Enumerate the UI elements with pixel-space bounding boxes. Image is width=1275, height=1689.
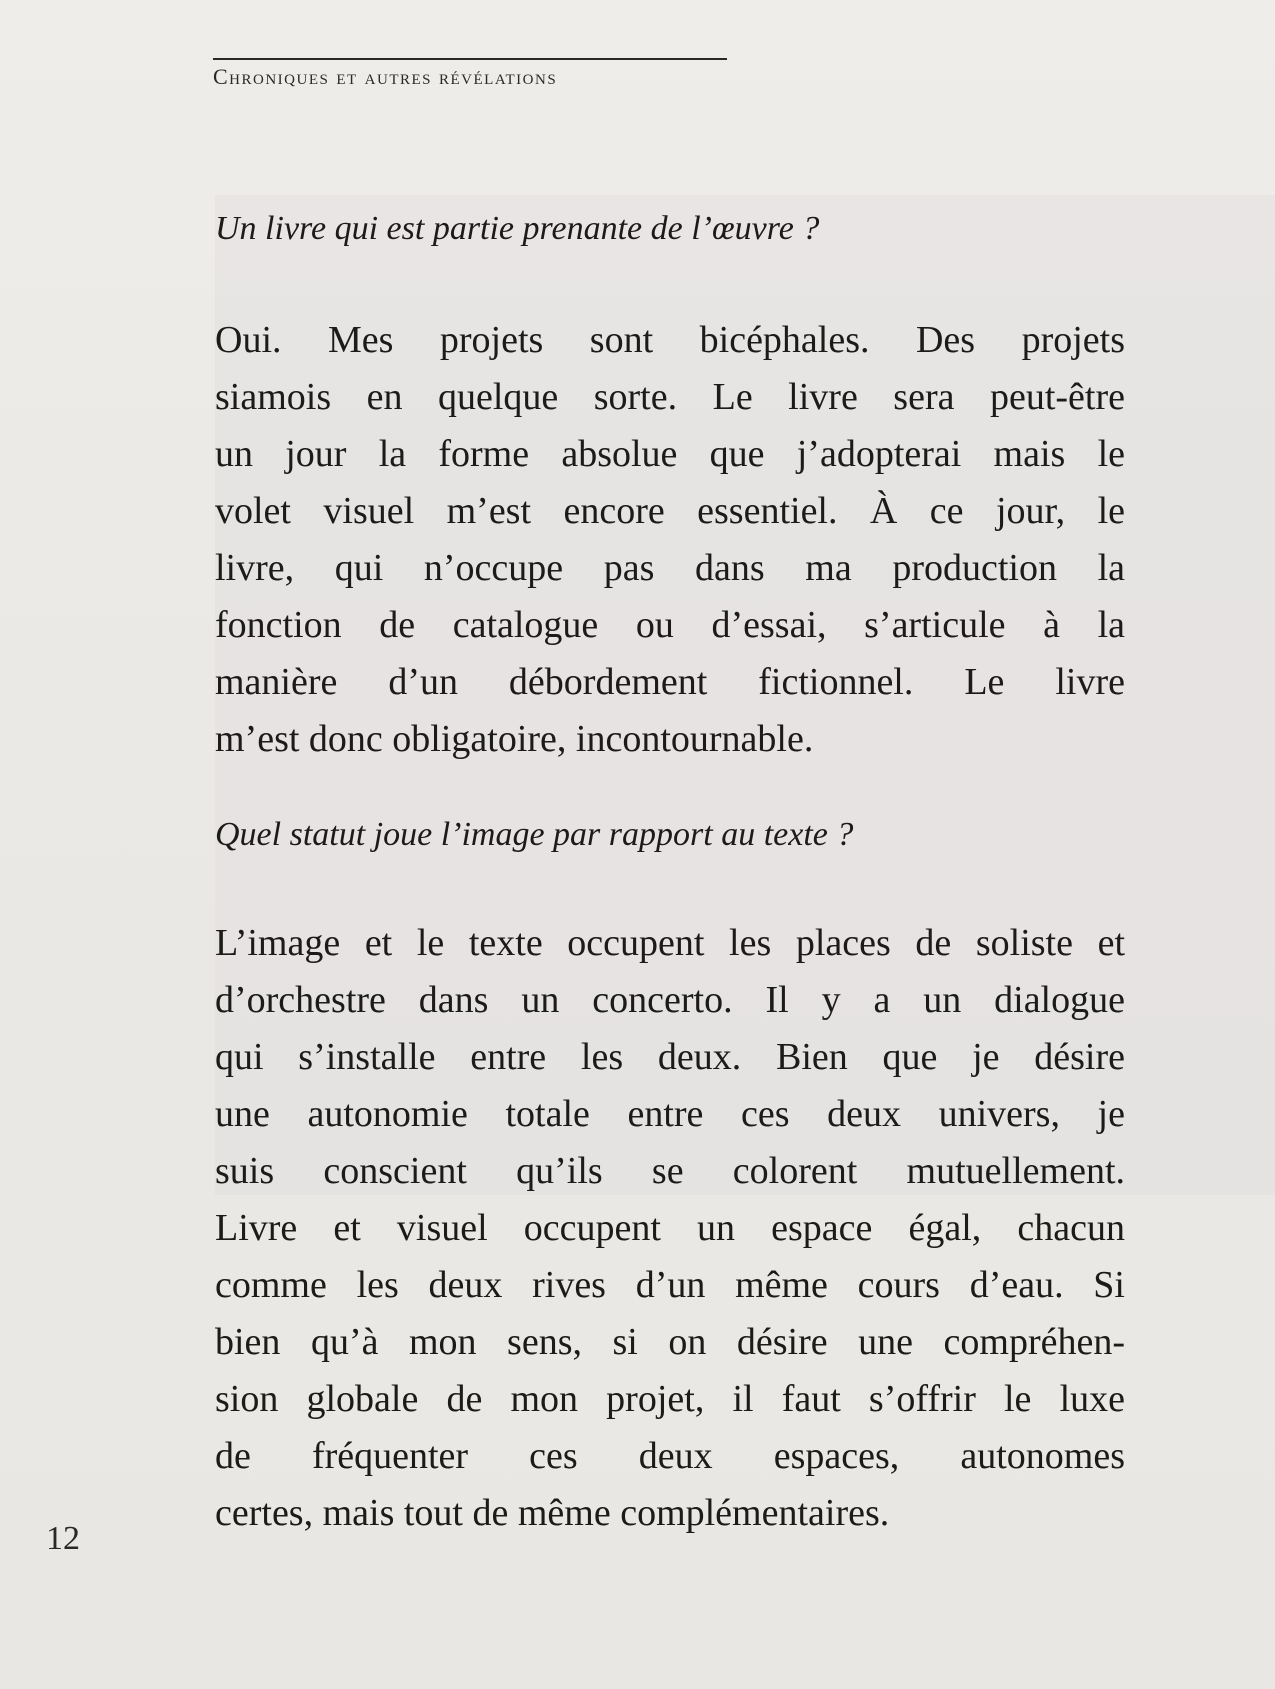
answer-2 xyxy=(215,915,1125,1542)
running-head: Chroniques et autres révélations xyxy=(213,64,558,89)
text-block xyxy=(215,200,1125,1542)
answer-2-line: bien qu’à mon sens, si on désire une compréhen- xyxy=(215,1321,1125,1363)
answer-1-line: livre, qui n’occupe pas dans ma production la xyxy=(215,547,1125,589)
answer-1-line: volet visuel m’est encore essentiel. À ce jour, le xyxy=(215,490,1125,532)
header-rule xyxy=(213,58,727,60)
answer-2-line: L’image et le texte occupent les places de soliste et xyxy=(215,922,1125,964)
answer-1-line: siamois en quelque sorte. Le livre sera peut-être xyxy=(215,376,1125,418)
answer-2-line: de fréquenter ces deux espaces, autonomes xyxy=(215,1435,1125,1477)
question-2: Quel statut joue l’image par rapport au texte ? xyxy=(215,816,854,853)
answer-2-line: Livre et visuel occupent un espace égal, chacun xyxy=(215,1207,1125,1249)
answer-2-line: comme les deux rives d’un même cours d’eau. Si xyxy=(215,1264,1125,1306)
answer-1-line: un jour la forme absolue que j’adopterai mais le xyxy=(215,433,1125,475)
answer-2-line: une autonomie totale entre ces deux univers, je xyxy=(215,1093,1125,1135)
question-1: Un livre qui est partie prenante de l’œuvre ? xyxy=(215,210,820,247)
answer-1-line: Oui. Mes projets sont bicéphales. Des projets xyxy=(215,319,1125,361)
answer-2-line: qui s’installe entre les deux. Bien que je désire xyxy=(215,1036,1125,1078)
answer-2-line: d’orchestre dans un concerto. Il y a un dialogue xyxy=(215,979,1125,1021)
page-number: 12 xyxy=(46,1520,80,1557)
answer-1 xyxy=(215,312,1125,768)
answer-1-line: fonction de catalogue ou d’essai, s’articule à la xyxy=(215,604,1125,646)
answer-1-line: manière d’un débordement fictionnel. Le livre xyxy=(215,661,1125,703)
answer-1-line: m’est donc obligatoire, incontournable. xyxy=(215,718,814,760)
answer-2-line: certes, mais tout de même complémentaires. xyxy=(215,1492,890,1534)
answer-2-line: sion globale de mon projet, il faut s’offrir le luxe xyxy=(215,1378,1125,1420)
answer-2-line: suis conscient qu’ils se colorent mutuellement. xyxy=(215,1150,1125,1192)
